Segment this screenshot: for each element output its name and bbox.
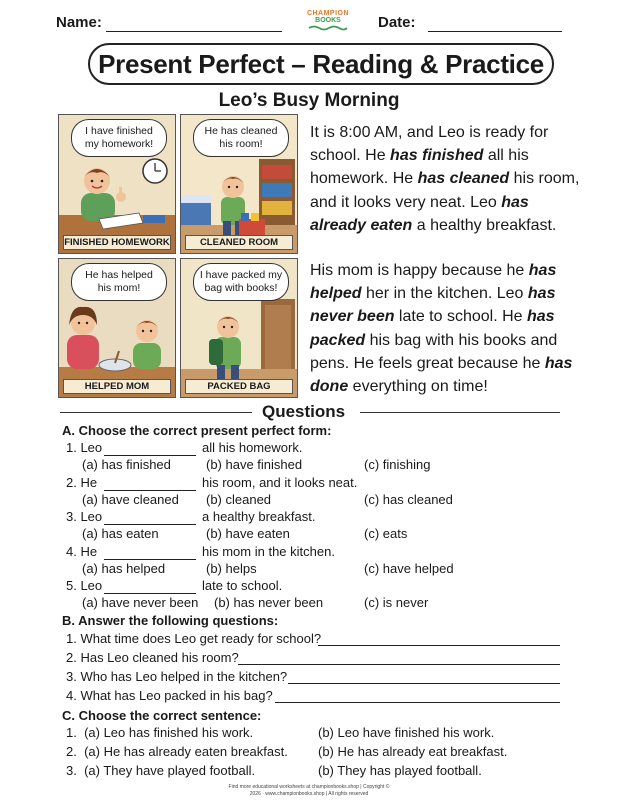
comic-panel-finished-homework	[58, 114, 176, 254]
comic-panel-helped-mom	[58, 258, 176, 398]
answer-line[interactable]	[275, 702, 560, 703]
verb-phrase: has helped	[310, 262, 557, 303]
sentence-option-a[interactable]: 2. (a) He has already eaten breakfast.	[66, 744, 288, 759]
footer: Find more educational worksheets at championbooks.shop | Copyright © 2026 · www.championbooks.shop | All rights reserved	[228, 784, 390, 797]
comic-panel-packed-bag	[180, 258, 298, 398]
option-b[interactable]: (b) have finished	[206, 457, 303, 472]
question-a-2: 2. He his room, and it looks neat.	[66, 474, 358, 490]
option-c[interactable]: (c) eats	[364, 526, 408, 541]
story-text: all his homework. He	[310, 147, 529, 188]
answer-blank[interactable]	[104, 440, 196, 456]
verb-phrase: has packed	[310, 308, 555, 349]
story-text: everything on time!	[348, 378, 488, 396]
section-a-heading: A. Choose the correct present perfect form:	[62, 423, 332, 438]
story-text: It is 8:00 AM, and Leo is ready for school. He	[310, 124, 549, 165]
answer-blank[interactable]	[104, 509, 196, 525]
story-title: Leo’s Busy Morning	[218, 90, 400, 111]
verb-phrase: has already eaten	[310, 193, 529, 234]
story-text: a healthy breakfast.	[412, 216, 557, 234]
option-a[interactable]: (a) has helped	[82, 560, 166, 576]
option-a[interactable]: (a) have cleaned	[82, 491, 179, 507]
option-c[interactable]: (c) have helped	[364, 560, 454, 576]
story-text: his bag with his books and pens. He feels great because he	[310, 331, 558, 372]
answer-blank[interactable]	[104, 578, 196, 594]
sentence-option-a[interactable]: 1. (a) Leo has finished his work.	[66, 725, 254, 740]
page-title: Present Perfect – Reading & Practice	[98, 49, 544, 79]
option-b[interactable]: (b) cleaned	[206, 491, 272, 507]
option-b[interactable]: (b) have eaten	[206, 526, 290, 541]
comic-panel-cleaned-room	[180, 114, 298, 254]
option-a[interactable]: (a) have never been	[82, 595, 199, 610]
answer-line[interactable]	[288, 683, 560, 684]
question-a-5: 5. Leo late to school.	[66, 578, 283, 593]
date-field[interactable]	[428, 31, 562, 32]
question-a-1: 1. Leo all his homework.	[66, 440, 303, 455]
sentence-option-b[interactable]: (b) Leo have finished his work.	[318, 725, 495, 740]
verb-phrase: has cleaned	[417, 170, 510, 188]
section-c-heading: C. Choose the correct sentence:	[62, 708, 262, 723]
panel-caption: HELPED MOM	[63, 379, 171, 394]
speech-bubble: I have finished my homework!	[71, 119, 167, 157]
question-b-1: 1. What time does Leo get ready for school?	[66, 631, 322, 646]
option-c[interactable]: (c) has cleaned	[364, 491, 453, 507]
question-b-4: 4. What has Leo packed in his bag?	[66, 688, 273, 703]
speech-bubble: I have packed my bag with books!	[193, 263, 289, 301]
option-c[interactable]: (c) finishing	[364, 457, 431, 472]
title-box	[88, 43, 554, 85]
verb-phrase: has finished	[390, 147, 484, 165]
speech-bubble: He has cleaned his room!	[193, 119, 289, 157]
panel-caption: FINISHED HOMEWORK	[64, 237, 170, 248]
option-a[interactable]: (a) has finished	[82, 457, 171, 472]
question-a-3: 3. Leo a healthy breakfast.	[66, 509, 316, 524]
story-text: late to school. He	[394, 308, 527, 326]
question-b-2: 2. Has Leo cleaned his room?	[66, 650, 239, 665]
verb-phrase: has never been	[310, 285, 556, 326]
option-c[interactable]: (c) is never	[364, 595, 429, 610]
sentence-option-b[interactable]: (b) He has already eat breakfast.	[318, 744, 508, 759]
section-b-heading: B. Answer the following questions:	[62, 613, 279, 628]
date-label: Date:	[378, 14, 416, 31]
question-b-3: 3. Who has Leo helped in the kitchen?	[66, 669, 288, 684]
header-row	[56, 10, 562, 36]
verb-phrase: has done	[310, 354, 573, 396]
answer-line[interactable]	[318, 645, 560, 646]
story-text: his room, and it looks very neat. Leo	[310, 170, 580, 211]
questions-heading-row	[0, 402, 618, 422]
question-a-4: 4. He his mom in the kitchen.	[66, 543, 335, 559]
sentence-option-b[interactable]: (b) They has played football.	[318, 763, 482, 778]
option-b[interactable]: (b) has never been	[214, 595, 324, 610]
questions-heading: Questions	[262, 402, 346, 421]
logo: CHAMPION BOOKS	[302, 10, 354, 36]
story-paragraph-2	[310, 259, 580, 398]
panel-caption: PACKED BAG	[185, 379, 293, 394]
answer-line[interactable]	[238, 664, 560, 665]
answer-blank[interactable]	[104, 544, 196, 560]
story-text: her in the kitchen. Leo	[361, 285, 528, 303]
answer-blank[interactable]	[104, 475, 196, 491]
sentence-option-a[interactable]: 3. (a) They have played football.	[66, 763, 256, 778]
panel-caption: CLEANED ROOM	[185, 235, 293, 250]
name-label: Name:	[56, 14, 102, 31]
speech-bubble: He has helped his mom!	[71, 263, 167, 301]
option-a[interactable]: (a) has eaten	[82, 526, 159, 541]
option-b[interactable]: (b) helps	[206, 560, 257, 576]
story-paragraph-1	[310, 121, 580, 237]
name-field[interactable]	[106, 31, 282, 32]
story-text: His mom is happy because he	[310, 262, 529, 279]
